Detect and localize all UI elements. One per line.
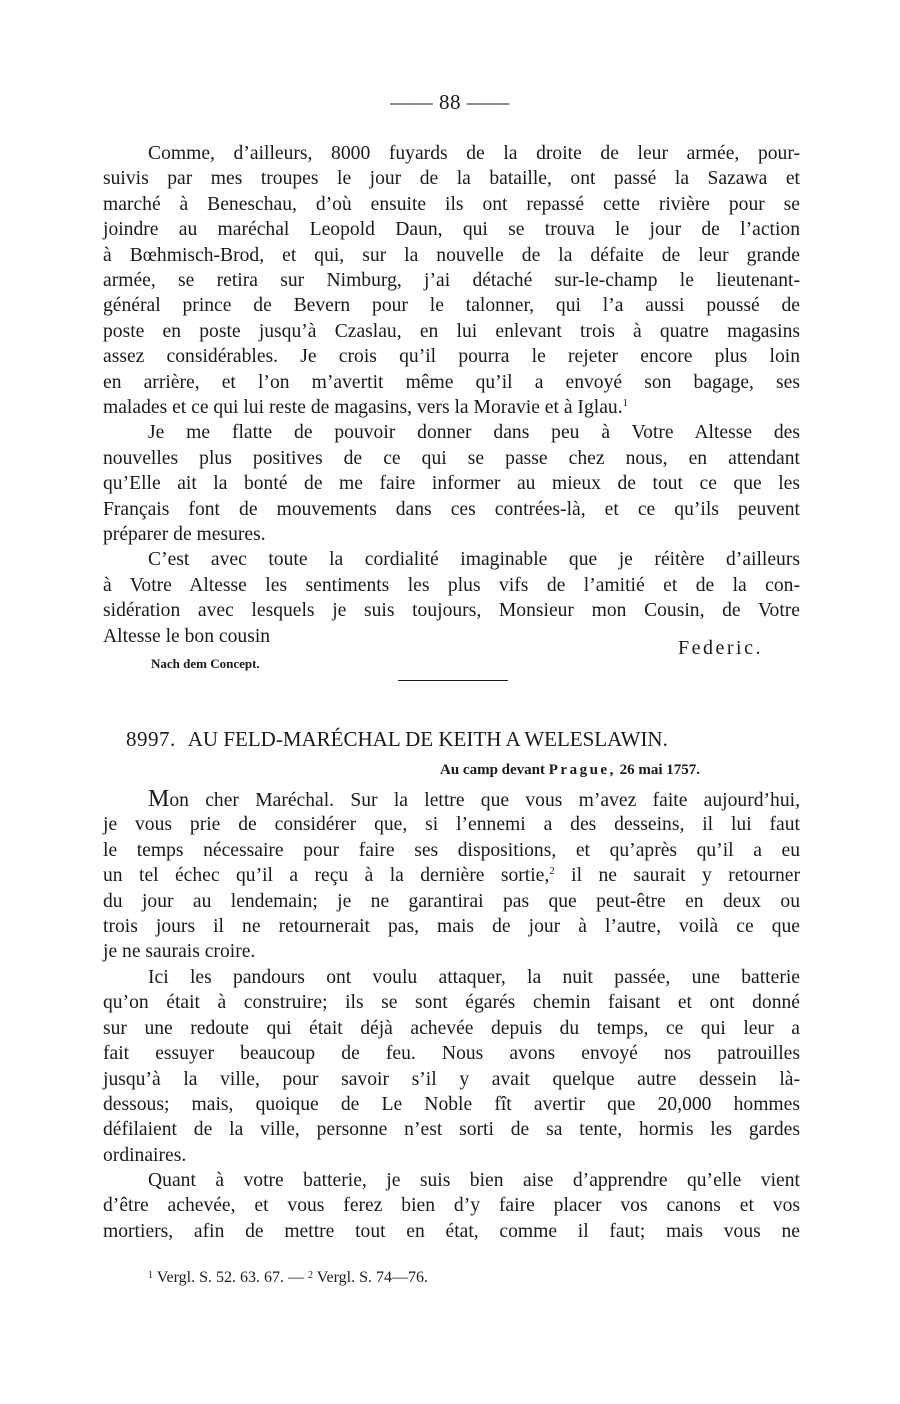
text-line: Quant à votre batterie, je suis bien aise d’apprendre qu’elle vient	[148, 1170, 800, 1191]
text-line: marché à Beneschau, d’où ensuite ils ont repassé cette rivière pour se	[103, 193, 800, 215]
prev-letter-paragraph-2	[103, 420, 800, 547]
text-line: je vous prie de considérer que, si l’ennemi a des desseins, il lui faut	[103, 814, 800, 836]
page-number-header: —— 88 ——	[390, 90, 510, 114]
text-line: poste en poste jusqu’à Czaslau, en lui enlevant trois à quatre magasins	[103, 320, 800, 342]
letter-paragraph-1	[103, 787, 800, 965]
text-line: armée, se retira sur Nimburg, j’ai détaché sur-le-champ le lieutenant-	[103, 269, 800, 291]
salutation-initial: M	[148, 786, 170, 812]
text-line: Comme, d’ailleurs, 8000 fuyards de la droite de leur armée, pour-	[148, 143, 800, 164]
text-line: à Votre Altesse les sentiments les plus vifs de l’amitié et de la con-	[103, 574, 800, 596]
text-line: le temps nécessaire pour faire ses dispositions, et qu’après qu’il a eu	[103, 839, 800, 861]
text-line: du jour au lendemain; je ne garantirai pas que peut-être en deux ou	[103, 890, 800, 912]
text-line	[103, 863, 800, 888]
footnote-number: 1	[148, 1270, 153, 1281]
letter-dateline	[440, 762, 700, 779]
text-line: d’être achevée, et vous ferez bien d’y faire placer vos canons et vos	[103, 1195, 800, 1217]
prev-letter-paragraph-3	[103, 547, 800, 649]
signature: Federic.	[678, 637, 763, 659]
text-line: Je me flatte de pouvoir donner dans peu à Votre Altesse des	[148, 422, 800, 444]
text-line: préparer de mesures.	[103, 523, 266, 545]
text-line: qu’Elle ait la bonté de me faire informer au mieux de tout ce que les	[103, 473, 800, 495]
text-line: en arrière, et l’on m’avertit même qu’il a envoyé son bagage, ses	[103, 371, 800, 393]
text-line: suivis par mes troupes le jour de la bataille, ont passé la Sazawa et	[103, 168, 800, 190]
text-line: sur une redoute qui était déjà achevée depuis du temps, ce qui leur a	[103, 1017, 800, 1039]
footnote-text: Vergl. S. 52. 63. 67. —	[153, 1269, 308, 1286]
text-line: assez considérables. Je crois qu’il pourra le rejeter encore plus loin	[103, 346, 800, 368]
text-line: ordinaires.	[103, 1144, 187, 1166]
letter-heading	[126, 727, 668, 752]
source-note: Nach dem Concept.	[151, 656, 260, 671]
text-line: nouvelles plus positives de ce qui se passe chez nous, en attendant	[103, 447, 800, 469]
text-line: sidération avec lesquels je suis toujours, Monsieur mon Cousin, de Votre	[103, 600, 800, 622]
dateline-prefix: Au camp devant	[440, 762, 546, 778]
footnote-text: Vergl. S. 74—76.	[312, 1269, 428, 1286]
text-line	[103, 787, 800, 812]
letter-paragraph-3	[103, 1168, 800, 1244]
text-fragment: il ne saurait y retourner	[554, 865, 800, 887]
footnote-marker: 2	[549, 865, 555, 878]
text-line: Ici les pandours ont voulu attaquer, la nuit passée, une batterie	[148, 967, 800, 988]
footnotes	[148, 1269, 428, 1287]
text-line: général prince de Bevern pour le talonner, qui l’a aussi poussé de	[103, 295, 800, 317]
letter-number: 8997.	[126, 727, 176, 751]
footnote-marker: 1	[622, 396, 629, 409]
text-fragment: un tel échec qu’il a reçu à la dernière sortie,	[103, 865, 550, 887]
text-line: mortiers, afin de mettre tout en état, comme il faut; mais vous ne	[103, 1220, 800, 1242]
letter-paragraph-2	[103, 965, 800, 1168]
text-line: fait essuyer beaucoup de feu. Nous avons envoyé nos patrouilles	[103, 1043, 800, 1065]
text-fragment: malades et ce qui lui reste de magasins, vers la Moravie et à Iglau.	[103, 396, 623, 418]
text-line	[103, 395, 800, 420]
text-line: C’est avec toute la cordialité imaginable que je réitère d’ailleurs	[148, 549, 800, 571]
text-fragment: on cher Maréchal. Sur la lettre que vous m’avez faite aujourd’hui,	[169, 790, 800, 811]
text-line: Français font de mouvements dans ces contrées-là, et ce qu’ils peuvent	[103, 498, 800, 520]
text-line: défilaient de la ville, personne n’est sorti de sa tente, hormis les gardes	[103, 1119, 800, 1141]
text-line: je ne saurais croire.	[103, 941, 256, 963]
text-line: joindre au maréchal Leopold Daun, qui se trouva le jour de l’action	[103, 219, 800, 241]
dateline-date: 26 mai 1757.	[619, 762, 701, 778]
footnote-number: 2	[307, 1270, 313, 1281]
prev-letter-paragraph-1	[103, 141, 800, 420]
text-line: trois jours il ne retournerait pas, mais de jour à l’autre, voilà ce que	[103, 915, 800, 937]
section-divider	[398, 680, 508, 681]
text-line: qu’on était à construire; ils se sont égarés chemin faisant et ont donné	[103, 992, 800, 1014]
text-line: Altesse le bon cousin	[103, 625, 271, 647]
dateline-place: Prague,	[548, 762, 616, 778]
letter-title: AU FELD-MARÉCHAL DE KEITH A WELESLAWIN.	[187, 727, 668, 751]
text-line: dessous; mais, quoique de Le Noble fît avertir que 20,000 hommes	[103, 1093, 800, 1115]
text-line: à Bœhmisch-Brod, et qui, sur la nouvelle de la défaite de leur grande	[103, 244, 800, 266]
text-line: jusqu’à la ville, pour savoir s’il y avait quelque autre dessein là-	[103, 1068, 800, 1090]
